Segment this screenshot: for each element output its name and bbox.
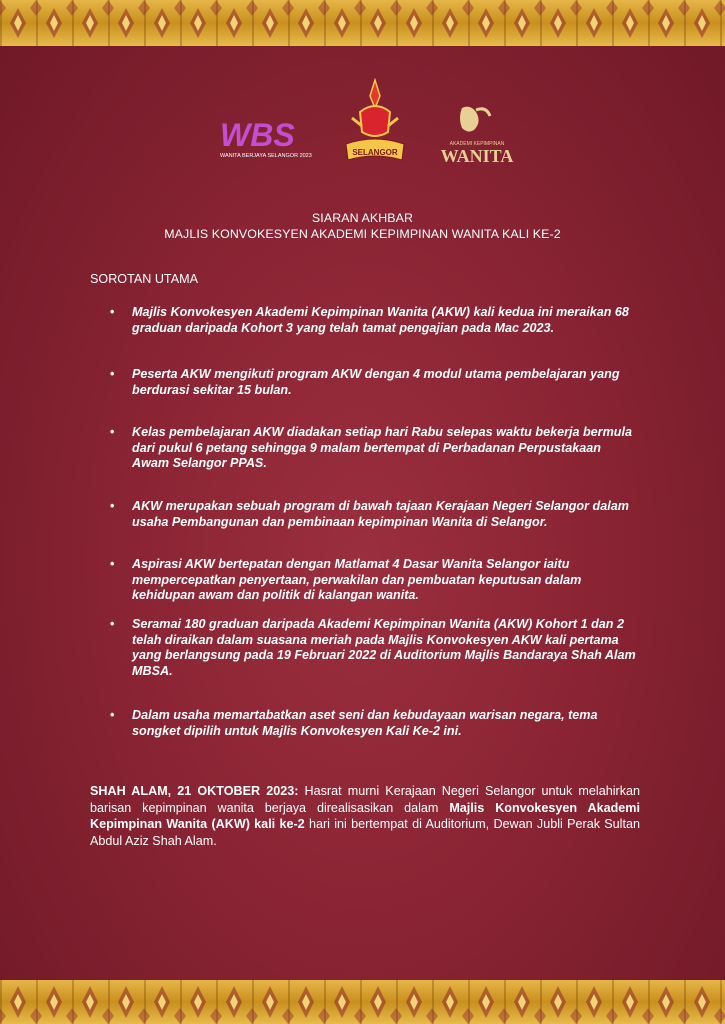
list-item-text: AKW merupakan sebuah program di bawah tajaan Kerajaan Negeri Selangor dalam usaha Pembangunan dan pembinaan kepimpinan Wanita di Selangor.: [132, 499, 629, 529]
akw-logo-icon: [432, 104, 522, 168]
event-title: MAJLIS KONVOKESYEN AKADEMI KEPIMPINAN WANITA KALI KE-2: [164, 227, 561, 241]
bullet-icon: •: [110, 367, 115, 381]
list-item: [110, 425, 640, 472]
list-item: [110, 617, 640, 679]
lead-paragraph: [90, 783, 640, 849]
bullet-icon: •: [110, 617, 115, 631]
list-item-text: Peserta AKW mengikuti program AKW dengan 4 modul utama pembelajaran yang berdurasi sekitar 15 bulan.: [132, 367, 620, 397]
bullet-icon: •: [110, 499, 115, 513]
wbs-logo: [218, 116, 326, 160]
akw-logo-subtitle: AKADEMI KEPIMPINAN: [449, 141, 505, 147]
bottom-songket-border: [0, 980, 725, 1024]
list-item-text: Aspirasi AKW bertepatan dengan Matlamat 4 Dasar Wanita Selangor iaitu mempercepatkan penyertaan, perwakilan dan pembuatan keputusan dalam kehidupan awam dan politik di kalangan wanita.: [132, 557, 582, 603]
list-item: [110, 499, 640, 530]
wbs-logo-text: WBS: [220, 117, 295, 153]
logo-row: [0, 72, 725, 172]
lead-text-part2: hari ini bertempat di Auditorium, Dewan Jubli Perak Sultan Abdul Aziz Shah Alam.: [90, 817, 640, 848]
akw-logo-text: WANITA: [440, 146, 514, 166]
bullet-icon: •: [110, 557, 115, 571]
list-item-text: Majlis Konvokesyen Akademi Kepimpinan Wanita (AKW) kali kedua ini meraikan 68 graduan daripada Kohort 3 yang telah tamat pengajian pada Mac 2023.: [132, 305, 629, 335]
press-release-label: SIARAN AKHBAR: [311, 211, 414, 225]
wbs-logo-icon: [218, 116, 326, 160]
bullet-icon: •: [110, 708, 115, 722]
list-item: [110, 305, 640, 336]
list-item: [110, 557, 640, 604]
selangor-crest-icon: [340, 78, 410, 170]
top-songket-border: [0, 0, 725, 46]
list-item-text: Dalam usaha memartabatkan aset seni dan kebudayaan warisan negara, tema songket dipilih untuk Majlis Konvokesyen Kali Ke-2 ini.: [132, 708, 598, 738]
wbs-logo-subtitle: WANITA BERJAYA SELANGOR 2023: [220, 153, 312, 159]
akw-wanita-logo: [432, 104, 522, 168]
list-item: [110, 708, 640, 739]
songket-pattern-icon: [0, 980, 725, 1024]
bullet-icon: •: [110, 305, 115, 319]
selangor-crest: [340, 78, 410, 170]
list-item-text: Seramai 180 graduan daripada Akademi Kepimpinan Wanita (AKW) Kohort 1 dan 2 telah diraikan dalam suasana meriah pada Majlis Konvokesyen AKW kali pertama yang berlangsung pada 19 Februari 2022 di Auditorium Majlis Bandaraya Shah Alam MBSA.: [132, 617, 636, 678]
lead-text-part1: Hasrat murni Kerajaan Negeri Selangor untuk melahirkan barisan kepimpinan wanita berjaya direalisasikan dalam: [90, 784, 641, 815]
highlights-heading: SOROTAN UTAMA: [90, 272, 198, 286]
bullet-icon: •: [110, 425, 115, 439]
dateline: SHAH ALAM, 21 OKTOBER 2023:: [90, 784, 299, 798]
songket-pattern-icon: [0, 0, 725, 46]
press-release-title: [0, 210, 725, 242]
list-item-text: Kelas pembelajaran AKW diadakan setiap hari Rabu selepas waktu bekerja bermula dari pukul 6 petang sehingga 9 malam bertempat di Perbadanan Perpustakaan Awam Selangor PPAS.: [132, 425, 632, 471]
selangor-crest-text: SELANGOR: [352, 148, 398, 157]
list-item: [110, 367, 640, 398]
event-name: Majlis Konvokesyen Akademi Kepimpinan Wanita (AKW) kali ke-2: [90, 800, 640, 832]
